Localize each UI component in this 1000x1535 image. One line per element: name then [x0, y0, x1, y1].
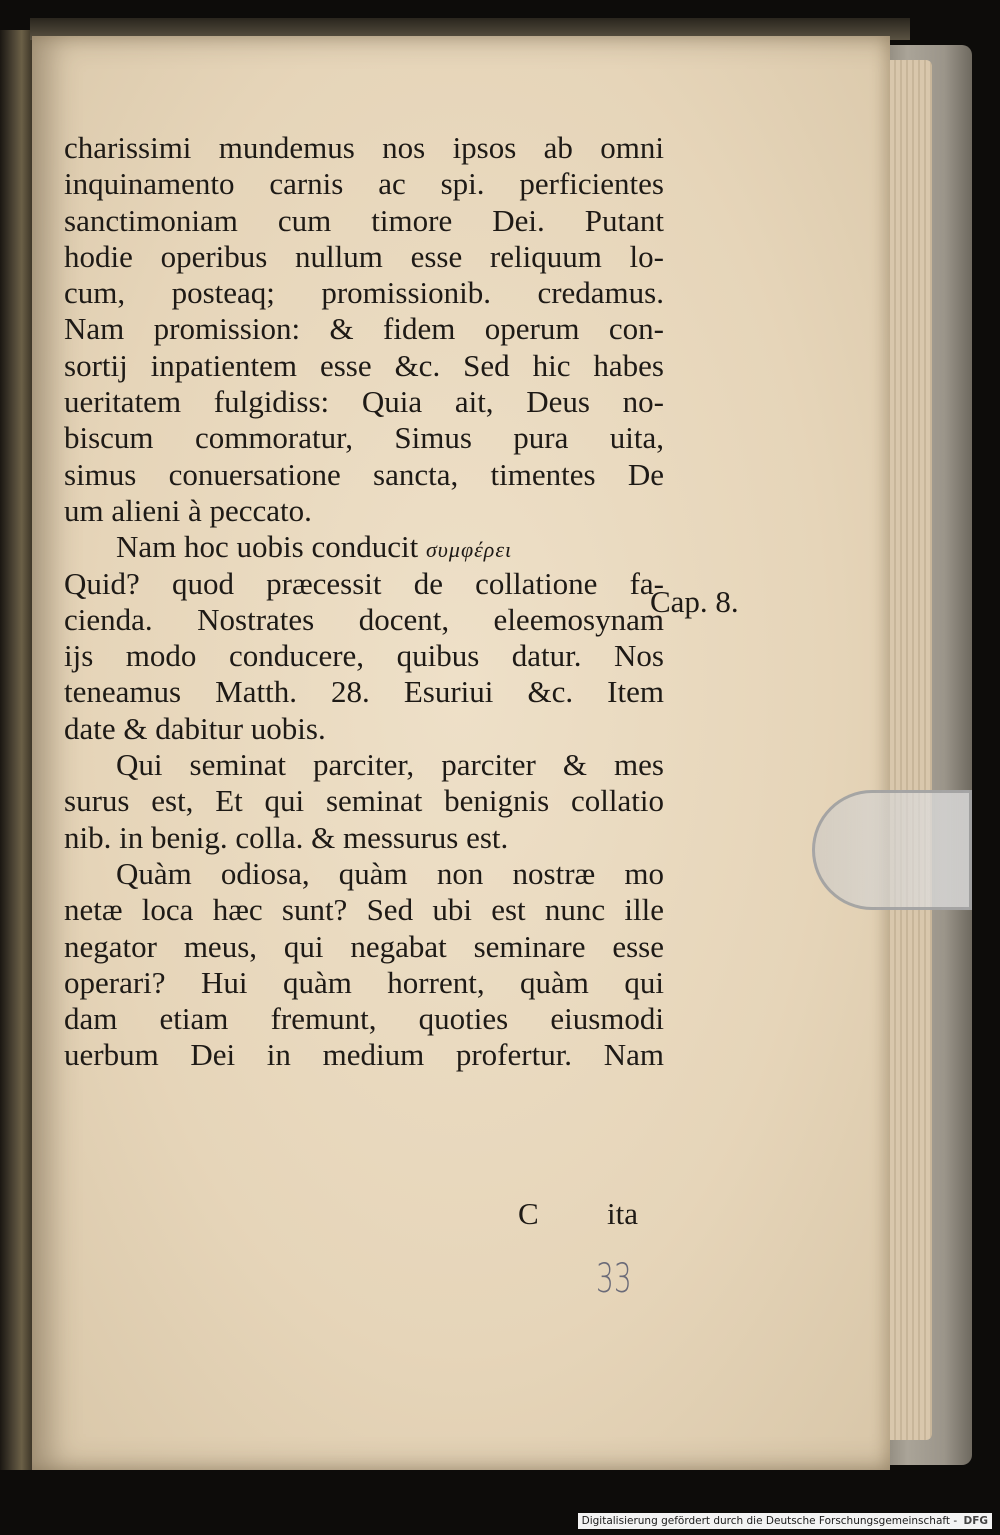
text-line: netæ loca hæc sunt? Sed ubi est nunc ille: [64, 892, 664, 928]
text-line: Quid? quod præcessit de collatione fa-: [64, 565, 664, 601]
clasp: [812, 790, 972, 910]
text-line: surus est, Et qui seminat benignis collatio: [64, 783, 664, 819]
margin-note: Cap. 8.: [650, 584, 739, 619]
text-line: ijs modo conducere, quibus datur. Nos: [64, 638, 664, 674]
text-line: operari? Hui quàm horrent, quàm qui: [64, 964, 664, 1000]
footer-credit: [578, 1513, 992, 1529]
text-line: uerbum Dei in medium profertur. Nam: [64, 1037, 664, 1073]
greek-word: συμφέρει: [425, 537, 513, 563]
text-line: Nam promission: & fidem operum con-: [64, 311, 664, 347]
text-fragment: Nam hoc uobis conducit: [116, 529, 419, 565]
text-line: nib. in benig. colla. & messurus est.: [64, 819, 509, 855]
text-line: Qui seminat parciter, parciter & mes: [116, 747, 664, 783]
text-line: um alieni à peccato.: [64, 492, 312, 528]
catchword: ita: [607, 1196, 638, 1231]
text-line: negator meus, qui negabat seminare esse: [64, 928, 664, 964]
signature-line: [518, 1196, 638, 1232]
page-text: [64, 130, 664, 1074]
text-line: ueritatem fulgidiss: Quia ait, Deus no-: [64, 384, 664, 420]
text-line: Quàm odiosa, quàm non nostræ mo: [116, 855, 664, 891]
text-line: hodie operibus nullum esse reliquum lo-: [64, 238, 664, 274]
text-line: [64, 529, 664, 565]
text-line: charissimi mundemus nos ipsos ab omni: [64, 130, 664, 165]
text-line: dam etiam fremunt, quoties eiusmodi: [64, 1001, 664, 1037]
text-line: teneamus Matth. 28. Esuriui &c. Item: [64, 674, 664, 710]
text-line: simus conuersatione sancta, timentes De: [64, 456, 664, 492]
signature-mark: C: [518, 1196, 539, 1231]
text-line: inquinamento carnis ac spi. perficientes: [64, 166, 664, 202]
book-binding-left: [0, 30, 36, 1470]
text-line: sanctimoniam cum timore Dei. Putant: [64, 202, 664, 238]
text-line: cum, posteaq; promissionib. credamus.: [64, 275, 664, 311]
folio-number: 33: [596, 1256, 632, 1302]
text-line: cienda. Nostrates docent, eleemosynam: [64, 601, 664, 637]
dfg-logo: DFG: [963, 1515, 988, 1527]
footer-text: Digitalisierung gefördert durch die Deutsche Forschungsgemeinschaft -: [581, 1515, 958, 1527]
text-line: biscum commoratur, Simus pura uita,: [64, 420, 664, 456]
text-line: date & dabitur uobis.: [64, 710, 326, 746]
text-line: sortij inpatientem esse &c. Sed hic habes: [64, 347, 664, 383]
